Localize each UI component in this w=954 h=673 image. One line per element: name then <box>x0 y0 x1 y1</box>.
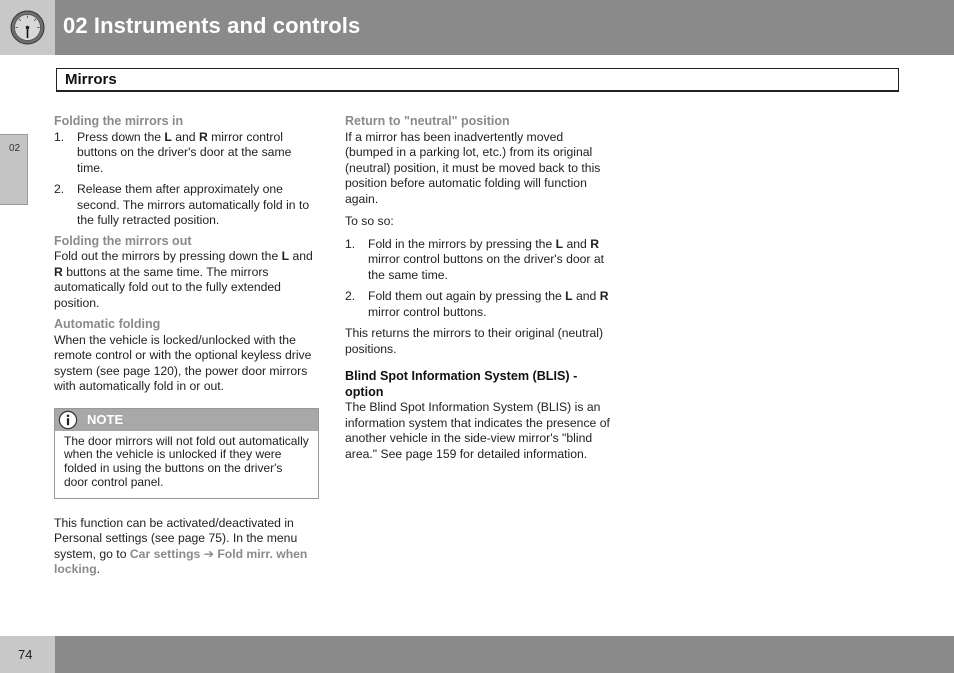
folding-out-paragraph <box>54 249 319 311</box>
step-text: Fold in the mirrors by pressing the <box>368 236 556 251</box>
menu-path-fold-mirrors: Fold mirr. when locking <box>54 546 308 577</box>
function-paragraph <box>54 516 319 578</box>
button-letter-l: L <box>281 249 290 263</box>
step-text: Fold them out again by pressing the <box>368 289 566 303</box>
step-text: and <box>563 236 591 251</box>
subheading-blis: Blind Spot Information System (BLIS) - option <box>345 369 578 399</box>
paragraph-text: buttons at the same time. The mirrors automatically fold out to the fully extended position. <box>54 264 281 310</box>
paragraph-text: . <box>96 562 101 577</box>
chapter-side-tab <box>0 134 28 205</box>
neutral-result-paragraph: This returns the mirrors to their original (neutral) positions. <box>345 326 604 356</box>
button-letter-l: L <box>164 129 172 144</box>
arrow-right-icon: ➔ <box>203 546 214 561</box>
list-item <box>345 289 611 320</box>
paragraph-text: and <box>289 249 313 263</box>
step-number: 2. <box>345 289 356 303</box>
note-label: NOTE <box>87 411 124 427</box>
step-number: 2. <box>54 182 65 196</box>
step-number: 1. <box>54 129 65 144</box>
paragraph-text: Fold out the mirrors by pressing down the <box>54 249 282 263</box>
list-item <box>345 237 611 284</box>
list-item <box>54 130 319 177</box>
note-text: The door mirrors will not fold out automatically when the vehicle is unlocked if they were folded in using the buttons on the driver's door control panel. <box>64 433 309 489</box>
note-box <box>54 408 319 499</box>
chapter-icon-box <box>0 0 55 55</box>
step-text: mirror control buttons. <box>368 304 487 319</box>
note-header <box>55 409 318 431</box>
step-text: and <box>171 129 199 144</box>
section-title: Mirrors <box>65 71 117 88</box>
to-do-text: To so so: <box>345 214 394 228</box>
button-letter-l: L <box>555 236 564 251</box>
text-column-right <box>345 114 611 462</box>
neutral-paragraph: If a mirror has been inadvertently moved (bumped in a parking lot, etc.) from its original (neutral) position, it must be moved back to this position before automatic folding will function again. <box>345 129 601 206</box>
list-item <box>54 182 319 229</box>
page-footer <box>0 636 954 673</box>
chapter-side-tab-label: 02 <box>9 143 21 154</box>
subheading-neutral-position: Return to "neutral" position <box>345 114 510 128</box>
page-number-box <box>0 636 55 673</box>
chapter-header <box>0 0 954 55</box>
speedometer-gauge-icon <box>10 10 45 45</box>
blis-paragraph: The Blind Spot Information System (BLIS) is an information system that indicates the presence of another vehicle in the side-view mirror's "blind area." See page 159 for detailed information. <box>345 400 610 461</box>
subheading-automatic-folding: Automatic folding <box>54 317 161 331</box>
chapter-title: 02 Instruments and controls <box>63 13 361 38</box>
step-text: Release them after approximately one second. The mirrors automatically fold in to the fully retracted position. <box>77 182 310 227</box>
button-letter-r: R <box>54 264 63 279</box>
folding-in-steps <box>54 130 319 229</box>
step-text: Press down the <box>77 129 165 144</box>
step-text: and <box>572 289 600 303</box>
button-letter-r: R <box>198 129 208 144</box>
subheading-folding-in: Folding the mirrors in <box>54 114 184 128</box>
text-column-left <box>54 114 319 578</box>
menu-path-car-settings: Car settings <box>129 546 201 561</box>
button-letter-r: R <box>599 289 609 303</box>
step-text: mirror control buttons on the driver's door at the same time. <box>368 252 605 282</box>
section-bar <box>56 68 899 92</box>
subheading-folding-out: Folding the mirrors out <box>54 233 192 248</box>
neutral-steps <box>345 237 611 321</box>
button-letter-r: R <box>590 236 600 251</box>
step-text: mirror control buttons on the driver's door at the same time. <box>77 129 292 175</box>
automatic-folding-paragraph: When the vehicle is locked/unlocked with the remote control or with the optional keyless drive system (see page 120), the power door mirrors with automatically fold in or out. <box>54 332 312 393</box>
info-icon <box>58 410 78 430</box>
page-number: 74 <box>18 647 33 662</box>
step-number: 1. <box>345 236 356 251</box>
paragraph-text: This function can be activated/deactivated in Personal settings (see page 75). In the menu system, go to <box>54 515 298 561</box>
button-letter-l: L <box>565 289 573 303</box>
